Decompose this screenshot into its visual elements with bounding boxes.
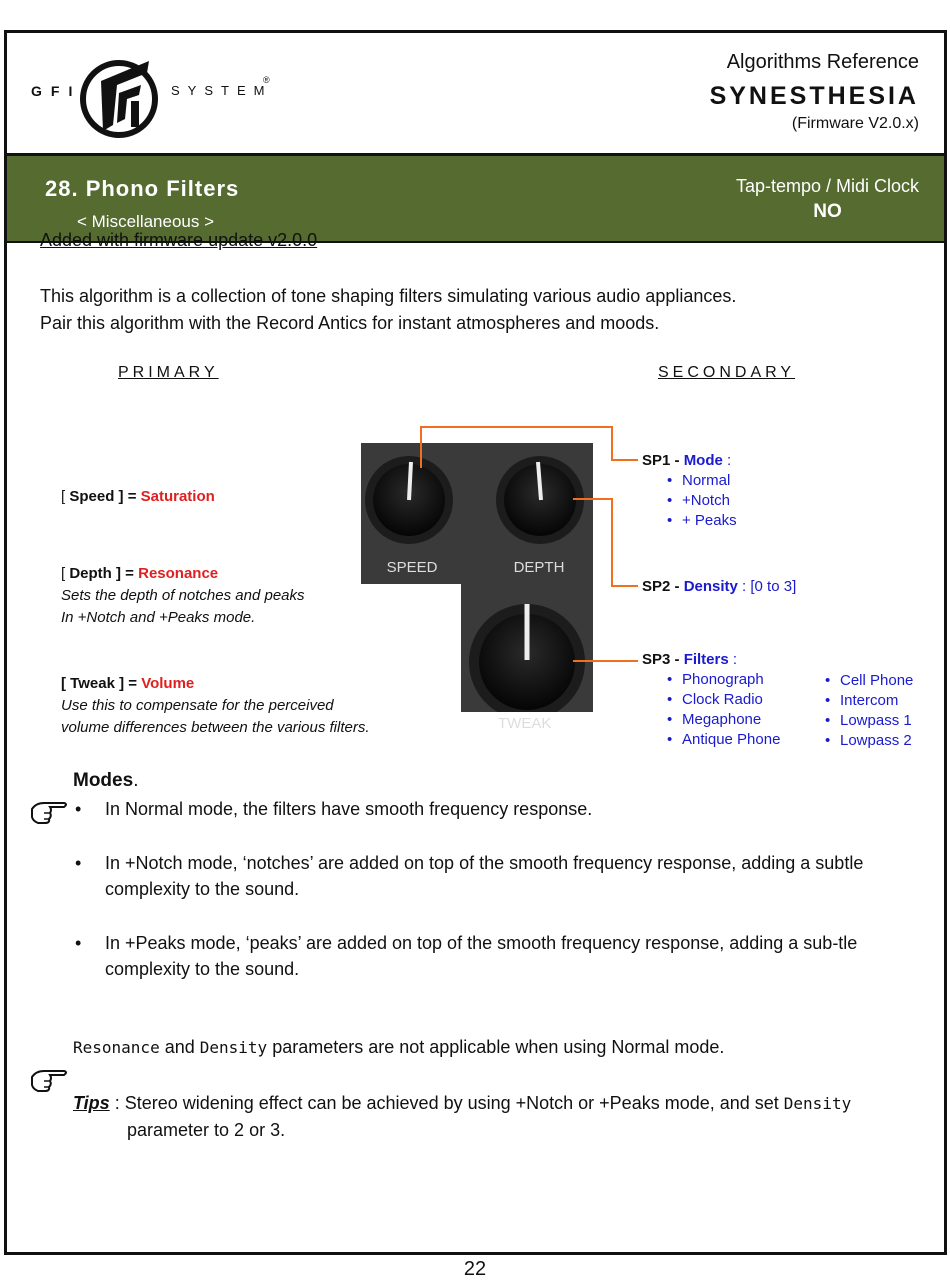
list-item: • In +Notch mode, ‘notches’ are added on top of the smooth frequency response, adding a subtle complexity to the sound. [73, 850, 923, 902]
note-and: and [159, 1037, 200, 1057]
list-item: • Phonograph [682, 670, 780, 690]
list-item: • Megaphone [682, 710, 780, 730]
registered-mark: ® [263, 75, 270, 85]
bracket-close: ] = [114, 488, 141, 505]
logo-right-text: SYSTEM [171, 83, 273, 98]
tap-tempo-label: Tap-tempo / Midi Clock [735, 176, 919, 196]
list-item: • Cell Phone [840, 671, 913, 691]
sp2-suffix: : [0 to 3] [737, 578, 797, 595]
sp3-filters-col1 [642, 670, 780, 750]
note-param-density: Density [199, 1038, 268, 1057]
sp1-label: SP1 - [642, 452, 684, 469]
tips-text-2: parameter to 2 or 3. [127, 1120, 286, 1140]
knob-label-tweak-visible: TWEAK [498, 715, 552, 732]
secondary-heading: SECONDARY [658, 364, 796, 381]
logo-left-text: GFI [31, 83, 82, 99]
list-item: • + Peaks [682, 511, 737, 531]
tap-tempo-value: NO [813, 201, 842, 222]
list-item: • Lowpass 1 [840, 711, 913, 731]
tips-param: Density [783, 1094, 852, 1113]
param-depth-desc-2: In +Notch and +Peaks mode. [61, 609, 256, 626]
list-item: • +Notch [682, 491, 737, 511]
bracket-open: [ [61, 565, 70, 582]
sp3-label: SP3 - [642, 651, 684, 668]
modes-dot: . [133, 770, 139, 791]
firmware-added-note: Added with firmware update v2.0.0 [40, 230, 318, 250]
algorithm-title: 28. Phono Filters [45, 176, 240, 201]
sp3-filters-col2 [825, 671, 913, 751]
header-firmware: (Firmware V2.0.x) [791, 115, 919, 132]
list-item: • In Normal mode, the filters have smooth frequency response. [73, 796, 923, 822]
param-depth-name: Depth [69, 565, 112, 582]
list-item: • Intercom [840, 691, 913, 711]
modes-title: Modes [73, 770, 134, 791]
param-tweak-value: Volume [141, 675, 195, 692]
applicability-note [73, 1037, 724, 1058]
param-tweak-name: [ Tweak ] [61, 675, 125, 692]
page-number: 22 [463, 1258, 487, 1280]
algorithm-category: < Miscellaneous > [77, 212, 215, 231]
header-product: SYNESTHESIA [709, 82, 919, 110]
note-param-resonance: Resonance [73, 1038, 160, 1057]
param-speed-name: Speed [69, 488, 115, 505]
primary-heading: PRIMARY [118, 364, 219, 381]
modes-list [73, 796, 923, 1010]
sp2-name: Density [683, 578, 738, 595]
sp1-suffix: : [722, 452, 732, 469]
param-tweak-desc-2: volume differences between the various filters. [61, 719, 370, 736]
param-depth-value: Resonance [138, 565, 219, 582]
tips-text-1: : Stereo widening effect can be achieved by using +Notch or +Peaks mode, and set [109, 1093, 784, 1113]
header-reference: Algorithms Reference [726, 51, 919, 73]
param-tweak-desc-1: Use this to compensate for the perceived [61, 697, 334, 714]
equals-sign: = [124, 675, 142, 692]
knob-label-speed: SPEED [386, 559, 438, 576]
intro-line-2: Pair this algorithm with the Record Antics for instant atmospheres and moods. [40, 313, 660, 333]
pointing-hand-icon [30, 1063, 70, 1097]
sp2-label: SP2 - [642, 578, 684, 595]
sp2-density [642, 577, 796, 597]
bracket-close: ] = [111, 565, 139, 582]
tips-label: Tips [73, 1093, 110, 1113]
sp3-filters [642, 650, 780, 750]
list-item: • Normal [682, 471, 737, 491]
intro-line-1: This algorithm is a collection of tone shaping filters simulating various audio appliances. [40, 286, 737, 306]
list-item: • Clock Radio [682, 690, 780, 710]
sp3-name: Filters [683, 651, 729, 668]
modes-heading [73, 770, 138, 792]
pointing-hand-icon [30, 795, 70, 829]
list-item: • In +Peaks mode, ‘peaks’ are added on top of the smooth frequency response, adding a sub-tle complexity to the sound. [73, 930, 923, 982]
tips [73, 1090, 933, 1143]
knob-label-depth: DEPTH [513, 559, 565, 576]
param-depth-desc-1: Sets the depth of notches and peaks [61, 587, 305, 604]
bracket-open: [ [61, 488, 70, 505]
sp1-name: Mode [683, 452, 723, 469]
list-item: • Antique Phone [682, 730, 780, 750]
param-speed-value: Saturation [140, 488, 215, 505]
sp1-mode [642, 451, 737, 531]
list-item: • Lowpass 2 [840, 731, 913, 751]
sp1-options [642, 471, 737, 531]
sp3-suffix: : [728, 651, 738, 668]
note-rest: parameters are not applicable when using Normal mode. [267, 1037, 725, 1057]
